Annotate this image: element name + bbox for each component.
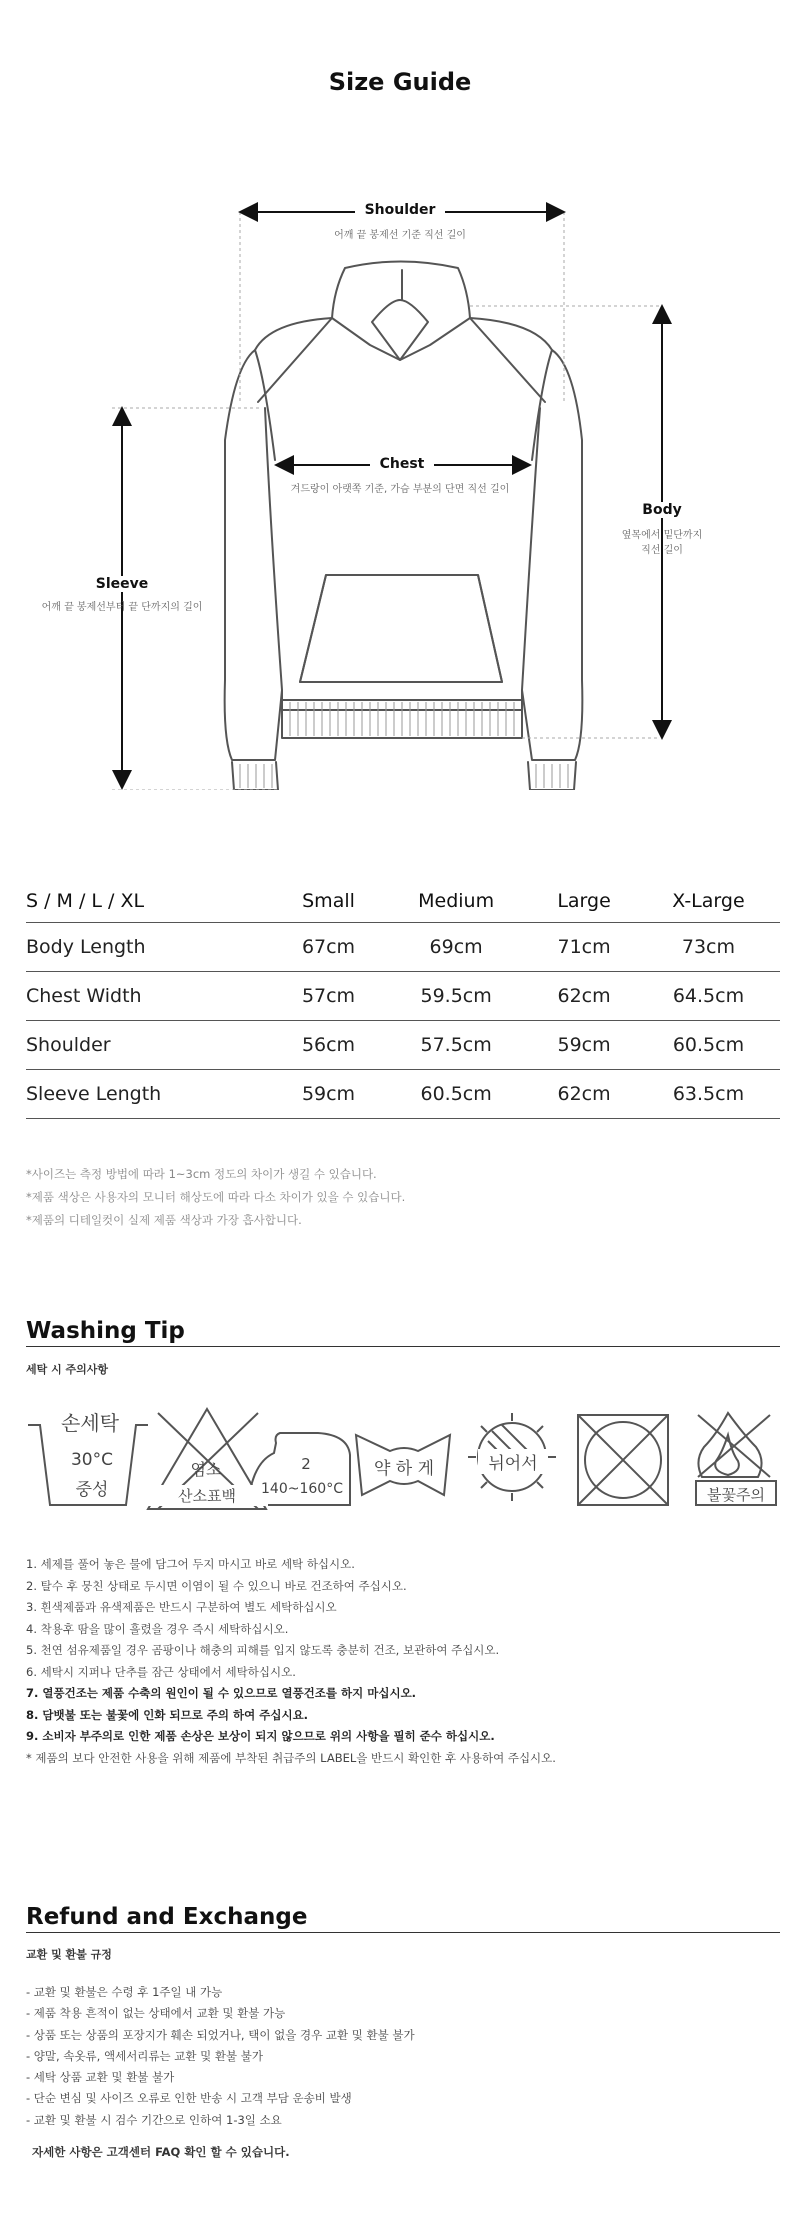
table-row bbox=[26, 1070, 780, 1119]
refund-item: - 세탁 상품 교환 및 환불 불가 bbox=[26, 2070, 175, 2085]
table-cell: Sleeve Length bbox=[26, 1070, 276, 1119]
refund-section-title: Refund and Exchange bbox=[26, 1904, 780, 1933]
table-cell: 59.5cm bbox=[381, 972, 531, 1021]
refund-item: - 양말, 속옷류, 액세서리류는 교환 및 환불 불가 bbox=[26, 2048, 264, 2063]
table-cell: 57cm bbox=[276, 972, 381, 1021]
table-cell: 71cm bbox=[531, 923, 637, 972]
tip-item: 5. 천연 섬유제품일 경우 곰팡이나 해충의 피해를 입지 않도록 충분히 건조, 보관하여 주십시오. bbox=[26, 1643, 500, 1657]
tip-item: * 제품의 보다 안전한 사용을 위해 제품에 부착된 취급주의 LABEL을 반드시 확인한 후 사용하여 주십시오. bbox=[26, 1750, 556, 1765]
size-table bbox=[26, 880, 780, 1119]
table-cell: 60.5cm bbox=[381, 1070, 531, 1119]
washing-subtitle: 세탁 시 주의사항 bbox=[26, 1363, 109, 1376]
gentle-text: 약 하 게 bbox=[373, 1459, 435, 1479]
table-cell: 64.5cm bbox=[637, 972, 780, 1021]
page-title: Size Guide bbox=[328, 68, 472, 96]
no-tumble-dry-icon bbox=[578, 1415, 668, 1505]
refund-item: - 교환 및 환불 시 검수 기간으로 인하여 1-3일 소요 bbox=[26, 2112, 282, 2127]
tip-item-bold: 9. 소비자 부주의로 인한 제품 손상은 보상이 되지 않으므로 위의 사항을 필히 준수 하십시오. bbox=[26, 1729, 495, 1743]
table-cell: 73cm bbox=[637, 923, 780, 972]
table-cell: Body Length bbox=[26, 923, 276, 972]
table-cell: 62cm bbox=[531, 1070, 637, 1119]
tip-item: 3. 흰색제품과 유색제품은 반드시 구분하여 별도 세탁하십시오 bbox=[26, 1600, 337, 1614]
table-cell: 69cm bbox=[381, 923, 531, 972]
table-cell: Shoulder bbox=[26, 1021, 276, 1070]
refund-list bbox=[26, 1982, 415, 2131]
table-cell: 63.5cm bbox=[637, 1070, 780, 1119]
tip-item: 1. 세제를 풀어 놓은 물에 담그어 두지 마시고 바로 세탁 하십시오. bbox=[26, 1557, 355, 1571]
shoulder-desc: 어깨 끝 봉제선 기준 직선 길이 bbox=[334, 230, 466, 241]
size-notes bbox=[26, 1163, 405, 1232]
table-header: Large bbox=[531, 880, 637, 923]
tip-item-bold: 8. 담뱃불 또는 불꽃에 인화 되므로 주의 하여 주십시요. bbox=[26, 1707, 309, 1722]
care-icons bbox=[26, 1405, 780, 1515]
tip-item: 6. 세탁시 지퍼나 단추를 잠근 상태에서 세탁하십시오. bbox=[26, 1664, 296, 1679]
washing-tips-list bbox=[26, 1554, 556, 1769]
tip-item: 2. 탈수 후 뭉친 상태로 두시면 이염이 될 수 있으니 바로 건조하여 주십시오. bbox=[26, 1578, 407, 1593]
body-desc-line1: 옆목에서 밑단까지 bbox=[621, 530, 703, 541]
hand-wash-text: 손세탁 bbox=[61, 1411, 119, 1435]
table-cell: 67cm bbox=[276, 923, 381, 972]
tip-item-bold: 7. 열풍건조는 제품 수축의 원인이 될 수 있으므로 열풍건조를 하지 마십시오. bbox=[26, 1686, 417, 1700]
iron-level-text: 2 bbox=[301, 1455, 311, 1473]
tip-item: 4. 착용후 땀을 많이 흘렸을 경우 즉시 세탁하십시오. bbox=[26, 1621, 289, 1636]
refund-item: - 제품 착용 흔적이 없는 상태에서 교환 및 환불 가능 bbox=[26, 2006, 286, 2021]
table-cell: Chest Width bbox=[26, 972, 276, 1021]
table-row bbox=[26, 1021, 780, 1070]
chest-desc: 겨드랑이 아랫쪽 기준, 가슴 부분의 단면 직선 길이 bbox=[290, 484, 510, 495]
refund-footer-note: 자세한 사항은 고객센터 FAQ 확인 할 수 있습니다. bbox=[32, 2145, 290, 2159]
size-diagram bbox=[0, 190, 800, 790]
table-header: Small bbox=[276, 880, 381, 923]
table-cell: 59cm bbox=[531, 1021, 637, 1070]
refund-subtitle: 교환 및 환불 규정 bbox=[26, 1948, 112, 1961]
refund-item: - 교환 및 환불은 수령 후 1주일 내 가능 bbox=[26, 1985, 223, 1999]
table-header-row bbox=[26, 880, 780, 923]
body-label: Body bbox=[630, 502, 694, 518]
refund-item: - 상품 또는 상품의 포장지가 훼손 되었거나, 택이 없을 경우 교환 및 환불 불가 bbox=[26, 2027, 415, 2042]
chlorine-text: 염소 bbox=[190, 1460, 222, 1479]
body-desc-line2: 직선 길이 bbox=[641, 545, 683, 556]
table-cell: 56cm bbox=[276, 1021, 381, 1070]
table-row bbox=[26, 972, 780, 1021]
note-line: *제품의 디테일컷이 실제 제품 색상과 가장 흡사합니다. bbox=[26, 1213, 302, 1227]
sleeve-label: Sleeve bbox=[86, 576, 158, 592]
table-header: X-Large bbox=[637, 880, 780, 923]
table-header: S / M / L / XL bbox=[26, 880, 276, 923]
note-line: *사이즈는 측정 방법에 따라 1~3cm 정도의 차이가 생길 수 있습니다. bbox=[26, 1167, 377, 1181]
sleeve-desc: 어깨 끝 봉제선부터 끝 단까지의 길이 bbox=[41, 602, 203, 613]
table-cell: 60.5cm bbox=[637, 1021, 780, 1070]
refund-item: - 단순 변심 및 사이즈 오류로 인한 반송 시 고객 부담 운송비 발생 bbox=[26, 2091, 352, 2106]
table-cell: 62cm bbox=[531, 972, 637, 1021]
iron-temp-text: 140~160°C bbox=[261, 1481, 343, 1497]
wring-text: 뉘어서 bbox=[478, 1449, 548, 1474]
table-cell: 57.5cm bbox=[381, 1021, 531, 1070]
shoulder-label: Shoulder bbox=[355, 202, 445, 218]
table-cell: 59cm bbox=[276, 1070, 381, 1119]
table-header: Medium bbox=[381, 880, 531, 923]
washing-section-title: Washing Tip bbox=[26, 1318, 780, 1347]
temp-text: 30°C bbox=[70, 1450, 113, 1470]
bleach-text: 산소표백 bbox=[146, 1485, 268, 1506]
table-row bbox=[26, 923, 780, 972]
chest-label: Chest bbox=[370, 456, 434, 472]
note-line: *제품 색상은 사용자의 모니터 해상도에 따라 다소 차이가 있을 수 있습니다. bbox=[26, 1190, 406, 1204]
fire-text: 불꽃주의 bbox=[707, 1486, 765, 1504]
detergent-text: 중성 bbox=[75, 1480, 109, 1500]
